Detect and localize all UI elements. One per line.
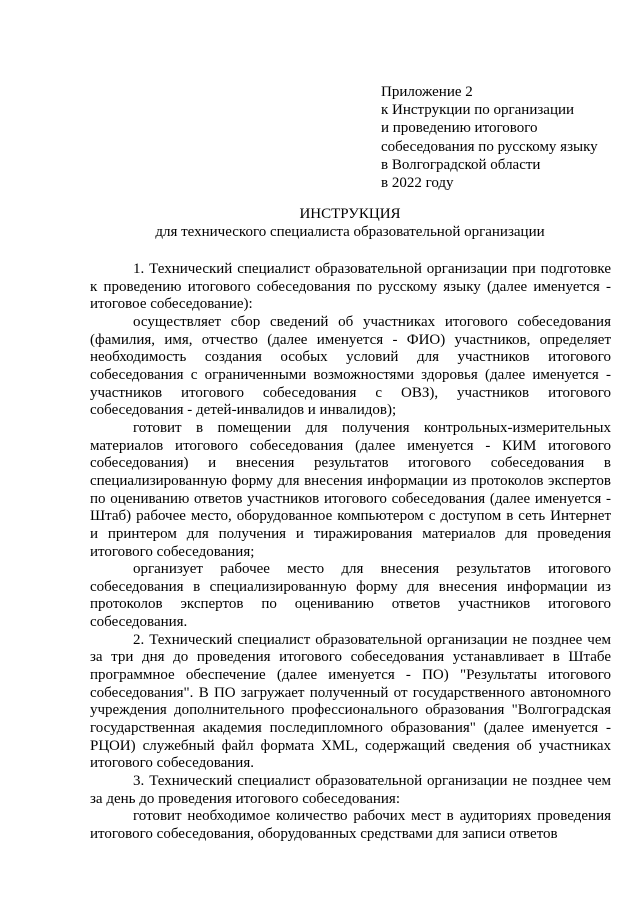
paragraph: организует рабочее место для внесения результатов итогового собеседования в специализированную форму для внесения информации из протоколов экспертов по оцениванию ответов участников итогового собеседования.	[90, 561, 611, 631]
paragraph: осуществляет сбор сведений об участниках итогового собеседования (фамилия, имя, отчество (далее именуется - ФИО) участников, определяет необходимость создания особых условий для участников итогового собеседования с ограниченными возможностями здоровья (далее именуется - участников итогового собеседования с ОВЗ), участников итогового собеседования - детей-инвалидов и инвалидов);	[90, 313, 611, 419]
paragraph: 1. Технический специалист образовательной организации при подготовке к проведению итогового собеседования по русскому языку (далее именуется - итоговое собеседование):	[90, 261, 611, 313]
document-body	[90, 261, 611, 844]
appendix-line: в 2022 году	[381, 175, 454, 192]
paragraph: готовит в помещении для получения контрольных-измерительных материалов итогового собеседования (далее именуется - КИМ итогового собеседования) и внесения результатов итогового собеседования в специализированную форму для внесения информации из протоколов экспертов по оцениванию ответов участников итогового собеседования (далее именуется - Штаб) рабочее место, оборудованное компьютером с доступом в сеть Интернет и принтером для получения и тиражирования материалов для проведения итогового собеседования;	[90, 419, 611, 560]
document-subtitle: для технического специалиста образовательной организации	[155, 224, 545, 241]
document-heading	[90, 205, 610, 241]
paragraph: 2. Технический специалист образовательной организации не позднее чем за три дня до проведения итогового собеседования устанавливает в Штабе программное обеспечение (далее именуется - ПО) "Результаты итогового собеседования". В ПО загружает полученный от государственного автономного учреждения дополнительного профессионального образования "Волгоградская государственная академия последипломного образования" (далее именуется - РЦОИ) служебный файл формата XML, содержащий сведения об участниках итогового собеседования.	[90, 631, 611, 772]
paragraph: 3. Технический специалист образовательной организации не позднее чем за день до проведения итогового собеседования:	[90, 773, 611, 807]
appendix-line: в Волгоградской области	[381, 156, 541, 173]
appendix-line: Приложение 2	[381, 84, 473, 100]
appendix-line: собеседования по русскому языку	[381, 138, 598, 155]
paragraph: готовит необходимое количество рабочих мест в аудиториях проведения итогового собеседования, оборудованных средствами для записи ответов	[90, 808, 611, 842]
appendix-block	[381, 83, 631, 192]
appendix-line: и проведению итогового	[381, 120, 538, 137]
appendix-line: к Инструкции по организации	[381, 102, 575, 119]
document-title: ИНСТРУКЦИЯ	[299, 206, 401, 222]
